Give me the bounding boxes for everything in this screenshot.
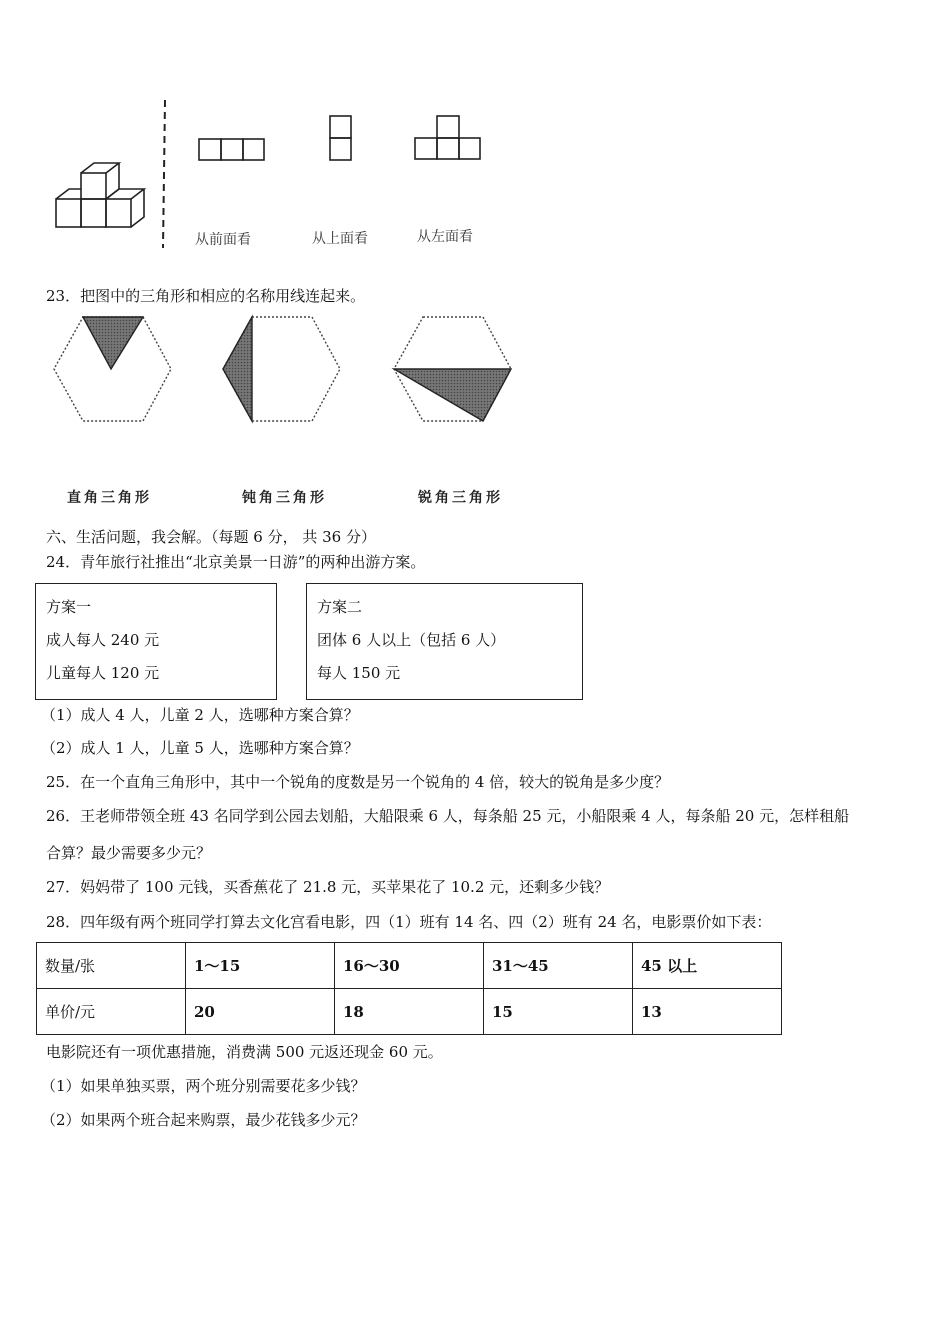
table-cell: 45 以上 — [633, 943, 782, 989]
top-view-figure — [328, 114, 354, 162]
plan1-title: 方案一 — [46, 598, 92, 616]
plan2-box — [306, 583, 583, 700]
table-cell: 18 — [335, 989, 484, 1035]
cube-stack-figure — [50, 155, 150, 235]
left-view-figure — [412, 114, 484, 162]
q27-text: 27．妈妈带了 100 元钱，买香蕉花了 21.8 元，买苹果花了 10.2 元，还剩多少钱？ — [46, 878, 610, 896]
dashed-divider — [160, 100, 170, 248]
label-right-triangle: 直角三角形 — [67, 490, 152, 506]
q28-text: 28．四年级有两个班同学打算去文化宫看电影，四（1）班有 14 名、四（2）班有 24 名，电影票价如下表： — [46, 913, 772, 931]
table-cell: 13 — [633, 989, 782, 1035]
front-view-label: 从前面看 — [195, 232, 251, 248]
top-view-label: 从上面看 — [312, 231, 368, 247]
q26-line1: 26．王老师带领全班 43 名同学到公园去划船，大船限乘 6 人，每条船 25 元，小船限乘 4 人，每条船 20 元，怎样租船 — [46, 807, 850, 825]
table-row — [37, 943, 782, 989]
hexagon-figure-2 — [219, 313, 344, 425]
left-view-label: 从左面看 — [417, 229, 473, 245]
q25-text: 25．在一个直角三角形中，其中一个锐角的度数是另一个锐角的 4 倍，较大的锐角是多少度？ — [46, 773, 670, 791]
q24-text: 24．青年旅行社推出“北京美景一日游”的两种出游方案。 — [46, 553, 426, 571]
label-obtuse-triangle: 钝角三角形 — [242, 490, 327, 506]
q24-sub1: （1）成人 4 人，儿童 2 人，选哪种方案合算？ — [41, 706, 359, 724]
plan2-title: 方案二 — [317, 598, 363, 616]
q24-sub2: （2）成人 1 人，儿童 5 人，选哪种方案合算？ — [41, 739, 359, 757]
table-cell: 数量/张 — [37, 943, 186, 989]
table-row — [37, 989, 782, 1035]
q23-text: 23．把图中的三角形和相应的名称用线连起来。 — [46, 287, 366, 305]
section6-title: 六、生活问题，我会解。（每题 6 分， 共 36 分） — [46, 528, 376, 546]
front-view-figure — [197, 137, 267, 163]
label-acute-triangle: 锐角三角形 — [418, 490, 503, 506]
table-cell: 1～15 — [186, 943, 335, 989]
table-cell: 20 — [186, 989, 335, 1035]
table-cell: 15 — [484, 989, 633, 1035]
table-cell: 16～30 — [335, 943, 484, 989]
plan2-line2: 每人 150 元 — [317, 664, 401, 682]
plan1-box — [35, 583, 277, 700]
q28-sub2: （2）如果两个班合起来购票，最少花钱多少元？ — [41, 1111, 366, 1129]
q26-line2: 合算？最少需要多少元？ — [46, 844, 212, 862]
q28-sub1: （1）如果单独买票，两个班分别需要花多少钱？ — [41, 1077, 366, 1095]
ticket-price-table — [36, 942, 782, 1035]
hexagon-figure-3 — [390, 313, 515, 425]
table-cell: 单价/元 — [37, 989, 186, 1035]
plan2-line1: 团体 6 人以上（包括 6 人） — [317, 631, 506, 649]
plan1-line2: 儿童每人 120 元 — [46, 664, 160, 682]
hexagon-figure-1 — [50, 313, 175, 425]
plan1-line1: 成人每人 240 元 — [46, 631, 160, 649]
q28-note: 电影院还有一项优惠措施，消费满 500 元返还现金 60 元。 — [46, 1043, 443, 1061]
table-cell: 31～45 — [484, 943, 633, 989]
